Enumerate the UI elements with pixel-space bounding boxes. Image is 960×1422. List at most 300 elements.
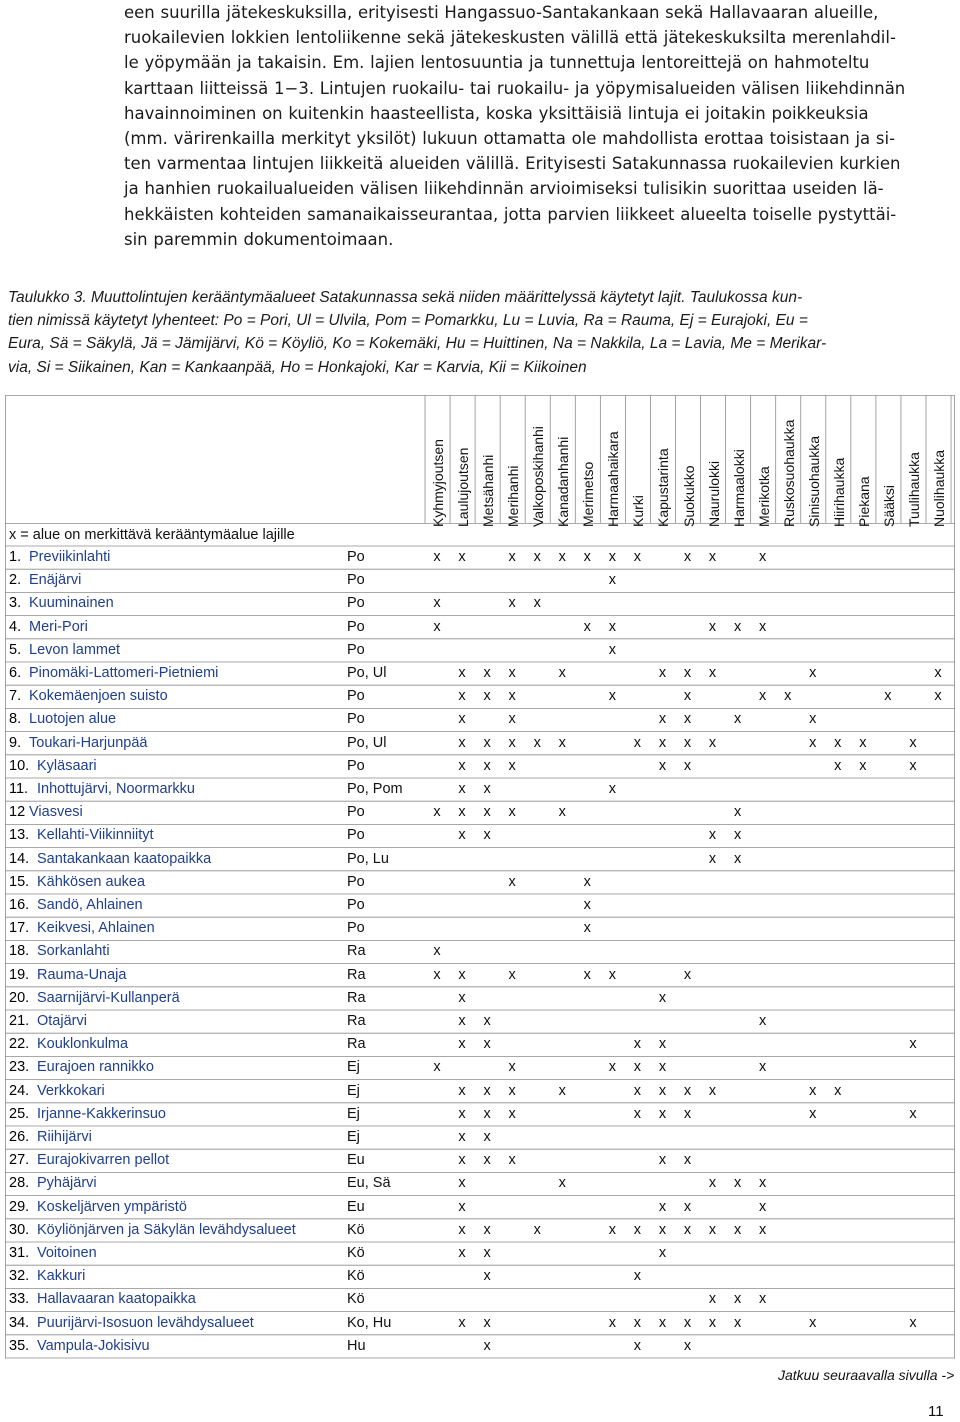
- municipality: Po: [347, 641, 365, 658]
- species-mark: x: [458, 1198, 466, 1215]
- species-header: [879, 409, 903, 527]
- municipality: Po: [347, 804, 365, 821]
- species-mark: x: [683, 549, 692, 565]
- municipality: Kö: [347, 1268, 365, 1285]
- species-mark: x: [483, 665, 491, 681]
- species-mark: x: [458, 1082, 466, 1099]
- body-line: hekkäisten kohteiden samanaikaisseurantaa, jotta parvien liikkeet alueelta toiselle pystyttäi-: [124, 204, 897, 224]
- species-mark: x: [683, 1152, 692, 1169]
- species-mark: x: [458, 711, 466, 728]
- species-header-label: Kanadanhanhi: [555, 436, 572, 527]
- site-name: Kouklonkulma: [37, 1036, 129, 1053]
- species-mark: x: [909, 1036, 917, 1053]
- species-mark: x: [909, 1314, 917, 1331]
- species-mark: x: [759, 1198, 767, 1215]
- body-line: ruokailevien lokkien lentoliikenne sekä jätekeskusten välillä että jätekeskuksilta merenlahdil-: [124, 28, 896, 48]
- site-name: Kokemäenjoen suisto: [29, 688, 168, 705]
- municipality: Ej: [347, 1129, 360, 1145]
- species-mark: x: [683, 1221, 692, 1238]
- species-mark: x: [759, 1059, 767, 1076]
- site-number: 4.: [9, 618, 22, 635]
- species-mark: x: [458, 1105, 466, 1122]
- site-number: 1.: [9, 549, 22, 565]
- site-number: 10.: [9, 757, 30, 774]
- species-mark: x: [759, 1291, 767, 1308]
- body-line: le yöpymään ja takaisin. Em. lajien lentosuuntia ja tunnettuja lentoreittejä on hahmoteltu: [124, 53, 870, 73]
- municipality: Ej: [347, 1105, 360, 1122]
- site-number: 18.: [9, 943, 30, 960]
- species-mark: x: [458, 804, 466, 821]
- species-header: [779, 409, 803, 527]
- species-mark: x: [458, 1221, 466, 1238]
- species-mark: x: [708, 850, 717, 867]
- species-mark: x: [483, 1245, 491, 1261]
- species-mark: x: [458, 734, 466, 751]
- species-mark: x: [458, 665, 466, 681]
- species-mark: x: [458, 1129, 466, 1145]
- species-mark: x: [583, 920, 591, 937]
- species-mark: x: [433, 804, 441, 821]
- species-mark: x: [759, 618, 767, 635]
- species-mark: x: [508, 804, 516, 821]
- species-header: [528, 409, 552, 527]
- body-line: karttaan liitteissä 1−3. Lintujen ruokailu- tai ruokailu- ja yöpymisalueiden välisen liikehdinnän: [124, 78, 906, 98]
- page-number: 11: [928, 1403, 944, 1420]
- species-mark: x: [458, 989, 466, 1006]
- species-mark: x: [909, 734, 917, 751]
- species-header-label: Sinisuohaukka: [805, 435, 822, 527]
- species-mark: x: [608, 688, 616, 705]
- species-mark: x: [683, 1105, 692, 1122]
- species-header-label: Kapustarinta: [655, 448, 672, 527]
- species-header: [804, 409, 828, 527]
- species-mark: x: [934, 688, 942, 705]
- site-number: 8.: [9, 711, 22, 728]
- site-name: Pinomäki-Lattomeri-Pietniemi: [29, 665, 219, 681]
- municipality: Po: [347, 595, 365, 612]
- site-name: Kakkuri: [37, 1268, 86, 1285]
- species-mark: x: [683, 1314, 692, 1331]
- species-mark: x: [683, 1082, 692, 1099]
- municipality: Ra: [347, 966, 366, 983]
- municipality: Ko, Hu: [347, 1314, 392, 1331]
- species-mark: x: [508, 688, 516, 705]
- species-mark: x: [608, 549, 616, 565]
- municipality: Ra: [347, 1036, 366, 1053]
- species-mark: x: [533, 549, 541, 565]
- species-mark: x: [458, 827, 466, 844]
- species-mark: x: [483, 781, 491, 797]
- site-number: 34.: [9, 1314, 30, 1331]
- site-name: Rauma-Unaja: [37, 966, 127, 983]
- municipality: Eu: [347, 1198, 365, 1215]
- species-mark: x: [458, 966, 466, 983]
- species-header: [829, 409, 853, 527]
- species-mark: x: [658, 711, 667, 728]
- species-mark: x: [533, 595, 541, 612]
- species-mark: x: [683, 757, 692, 774]
- municipality: Kö: [347, 1221, 365, 1238]
- species-mark: x: [683, 734, 692, 751]
- site-number: 14.: [9, 850, 30, 867]
- body-line: ten varmentaa lintujen liikkeitä alueiden välillä. Erityisesti Satakunnassa ruokailevien kurkien: [124, 154, 901, 174]
- species-mark: x: [733, 1291, 742, 1308]
- species-mark: x: [683, 665, 692, 681]
- site-number: 21.: [9, 1013, 30, 1029]
- site-name: Kellahti-Viikinniityt: [37, 827, 154, 844]
- species-mark: x: [733, 1175, 742, 1192]
- site-name: Kyläsaari: [37, 757, 97, 774]
- municipality: Eu, Sä: [347, 1175, 391, 1192]
- site-name: Koskeljärven ympäristö: [37, 1198, 187, 1215]
- species-header: [679, 409, 703, 527]
- species-header: [754, 409, 778, 527]
- species-mark: x: [483, 1082, 491, 1099]
- municipality: Po: [347, 897, 365, 913]
- species-mark: x: [458, 549, 466, 565]
- species-mark: x: [483, 1221, 491, 1238]
- species-mark: x: [658, 665, 667, 681]
- caption-line: via, Si = Siikainen, Kan = Kankaanpää, Ho = Honkajoki, Kar = Karvia, Kii = Kiikoinen: [8, 358, 587, 376]
- species-mark: x: [633, 1105, 642, 1122]
- species-mark: x: [834, 734, 842, 751]
- species-mark: x: [633, 549, 642, 565]
- site-name: Levon lammet: [29, 641, 121, 658]
- species-mark: x: [458, 1152, 466, 1169]
- site-name: Sandö, Ahlainen: [37, 897, 143, 913]
- species-header-label: Merikotka: [755, 466, 772, 527]
- species-mark: x: [458, 1314, 466, 1331]
- species-mark: x: [759, 549, 767, 565]
- species-mark: x: [658, 1152, 667, 1169]
- species-mark: x: [859, 734, 867, 751]
- species-mark: x: [834, 1082, 842, 1099]
- body-line: (mm. värirenkailla merkityt yksilöt) lukuun ottamatta ole mahdollista erottaa toisistaan ja si-: [124, 128, 896, 148]
- species-header-label: Kurki: [630, 495, 647, 527]
- species-mark: x: [683, 688, 692, 705]
- species-mark: x: [683, 1198, 692, 1215]
- municipality: Po: [347, 618, 365, 635]
- species-mark: x: [583, 873, 591, 890]
- species-mark: x: [458, 1013, 466, 1029]
- species-mark: x: [658, 1198, 667, 1215]
- species-mark: x: [708, 549, 717, 565]
- species-mark: x: [733, 804, 742, 821]
- species-mark: x: [558, 804, 566, 821]
- site-name: Pyhäjärvi: [37, 1175, 97, 1192]
- site-name: Irjanne-Kakkerinsuo: [37, 1105, 166, 1122]
- site-number: 7.: [9, 688, 22, 705]
- species-mark: x: [633, 1221, 642, 1238]
- site-number: 35.: [9, 1337, 30, 1354]
- species-mark: x: [934, 665, 942, 681]
- species-mark: x: [733, 711, 742, 728]
- species-mark: x: [458, 1036, 466, 1053]
- species-header: [929, 409, 953, 527]
- municipality: Ra: [347, 1013, 366, 1029]
- site-number: 17.: [9, 920, 30, 937]
- species-header: [704, 409, 728, 527]
- municipality: Po: [347, 711, 365, 728]
- municipality: Eu: [347, 1152, 365, 1169]
- species-mark: x: [608, 1059, 616, 1076]
- site-number: 16.: [9, 897, 30, 913]
- site-name: Kuuminainen: [29, 595, 114, 612]
- species-mark: x: [884, 688, 892, 705]
- body-line: ja hanhien ruokailualueiden välisen liikehdinnän arvioimiseksi tulisikin suorittaa useiden lä-: [124, 179, 884, 199]
- species-mark: x: [508, 734, 516, 751]
- species-mark: x: [433, 943, 441, 960]
- species-header: [904, 409, 928, 527]
- continue-note: Jatkuu seuraavalla sivulla ->: [778, 1367, 955, 1383]
- municipality: Ej: [347, 1059, 360, 1076]
- site-name: Voitoinen: [37, 1245, 97, 1261]
- species-header: [553, 409, 577, 527]
- species-mark: x: [458, 1245, 466, 1261]
- species-mark: x: [558, 665, 566, 681]
- species-mark: x: [508, 966, 516, 983]
- site-name: Eurajokivarren pellot: [37, 1152, 170, 1169]
- species-header-label: Harmaahaikara: [605, 431, 622, 527]
- site-name: Verkkokari: [37, 1082, 105, 1099]
- site-number: 19.: [9, 966, 30, 983]
- municipality: Po: [347, 549, 365, 565]
- site-name: Enäjärvi: [29, 572, 82, 589]
- species-mark: x: [809, 1314, 817, 1331]
- species-mark: x: [733, 618, 742, 635]
- species-mark: x: [658, 1059, 667, 1076]
- municipality: Po: [347, 873, 365, 890]
- species-mark: x: [633, 1314, 642, 1331]
- species-mark: x: [909, 1105, 917, 1122]
- species-mark: x: [483, 804, 491, 821]
- species-header-label: Hiirihaukka: [830, 457, 847, 527]
- species-mark: x: [708, 1175, 717, 1192]
- municipality: Po: [347, 827, 365, 844]
- site-name: Santakankaan kaatopaikka: [37, 850, 212, 867]
- species-mark: x: [809, 1105, 817, 1122]
- species-mark: x: [433, 1059, 441, 1076]
- species-mark: x: [483, 827, 491, 844]
- species-mark: x: [809, 734, 817, 751]
- species-mark: x: [658, 1314, 667, 1331]
- site-number: 13.: [9, 827, 30, 844]
- site-number: 24.: [9, 1082, 30, 1099]
- species-header: [729, 409, 753, 527]
- species-header-label: Piekana: [855, 476, 872, 527]
- site-name: Toukari-Harjunpää: [29, 734, 148, 751]
- municipality: Kö: [347, 1291, 365, 1308]
- species-header: [603, 409, 627, 527]
- species-header-label: Metsähanhi: [480, 454, 497, 527]
- species-header: [628, 409, 652, 527]
- species-mark: x: [708, 1314, 717, 1331]
- species-header-label: Merihanhi: [505, 465, 522, 527]
- species-mark: x: [683, 966, 692, 983]
- species-header-label: Ruskosuohaukka: [780, 419, 797, 527]
- species-mark: x: [834, 757, 842, 774]
- species-mark: x: [658, 989, 667, 1006]
- species-mark: x: [433, 595, 441, 612]
- site-number: 12: [9, 804, 26, 821]
- site-number: 27.: [9, 1152, 30, 1169]
- species-header: [478, 409, 502, 527]
- species-mark: x: [733, 827, 742, 844]
- site-number: 25.: [9, 1105, 30, 1122]
- species-header-label: Tuulihaukka: [905, 452, 922, 527]
- site-number: 30.: [9, 1221, 30, 1238]
- municipality: Po: [347, 757, 365, 774]
- site-name: Inhottujärvi, Noormarkku: [37, 781, 195, 797]
- species-mark: x: [733, 1314, 742, 1331]
- species-mark: x: [608, 572, 616, 589]
- species-mark: x: [608, 781, 616, 797]
- species-mark: x: [658, 1082, 667, 1099]
- site-name: Riihijärvi: [37, 1129, 92, 1145]
- species-mark: x: [558, 549, 566, 565]
- site-name: Puurijärvi-Isosuon levähdysalueet: [37, 1314, 254, 1331]
- caption-lead: Taulukossa kun-: [689, 289, 803, 306]
- species-mark: x: [508, 1082, 516, 1099]
- species-mark: x: [708, 1082, 717, 1099]
- species-mark: x: [708, 618, 717, 635]
- species-mark: x: [759, 1175, 767, 1192]
- species-mark: x: [483, 1152, 491, 1169]
- species-mark: x: [483, 1314, 491, 1331]
- species-mark: x: [909, 757, 917, 774]
- site-number: 22.: [9, 1036, 30, 1053]
- site-name: Saarnijärvi-Kullanperä: [37, 989, 180, 1006]
- species-mark: x: [784, 688, 792, 705]
- caption-line: [8, 286, 953, 309]
- site-name: Keikvesi, Ahlainen: [37, 920, 155, 937]
- site-number: 23.: [9, 1059, 30, 1076]
- municipality: Ra: [347, 943, 366, 960]
- species-header-label: Sääksi: [880, 484, 897, 527]
- species-mark: x: [658, 734, 667, 751]
- species-mark: x: [633, 1059, 642, 1076]
- species-gathering-table: [5, 395, 955, 1359]
- site-number: 15.: [9, 873, 30, 890]
- species-mark: x: [458, 781, 466, 797]
- species-mark: x: [633, 734, 642, 751]
- species-mark: x: [583, 897, 591, 913]
- species-mark: x: [809, 1082, 817, 1099]
- species-header: [854, 409, 878, 527]
- site-name: Eurajoen rannikko: [37, 1059, 154, 1076]
- species-mark: x: [759, 1013, 767, 1029]
- species-header-label: Kyhmyjoutsen: [430, 439, 446, 527]
- site-name: Luotojen alue: [29, 711, 117, 728]
- site-number: 26.: [9, 1129, 30, 1145]
- species-mark: x: [708, 665, 717, 681]
- species-header-label: Naurulokki: [705, 460, 722, 527]
- species-mark: x: [483, 1036, 491, 1053]
- site-number: 3.: [9, 595, 22, 612]
- site-number: 2.: [9, 572, 22, 589]
- species-header-label: Merimetso: [580, 461, 597, 527]
- species-header: [503, 409, 527, 527]
- site-name: Meri-Pori: [29, 618, 88, 635]
- species-mark: x: [483, 1268, 491, 1285]
- species-mark: x: [733, 1221, 742, 1238]
- site-name: Previikinlahti: [29, 549, 111, 565]
- municipality: Ra: [347, 989, 366, 1006]
- site-number: 11.: [9, 781, 29, 797]
- species-mark: x: [608, 1221, 616, 1238]
- site-name: Otajärvi: [37, 1013, 87, 1029]
- body-line: een suurilla jätekeskuksilla, erityisesti Hangassuo-Santakankaan sekä Hallavaaran alueille,: [124, 3, 879, 22]
- species-mark: x: [809, 665, 817, 681]
- species-mark: x: [483, 688, 491, 705]
- species-mark: x: [759, 1221, 767, 1238]
- site-number: 31.: [9, 1245, 30, 1261]
- species-mark: x: [683, 711, 692, 728]
- municipality: Po: [347, 572, 365, 589]
- species-mark: x: [558, 1082, 566, 1099]
- species-header: [428, 409, 452, 527]
- species-mark: x: [583, 549, 591, 565]
- species-mark: x: [558, 1175, 566, 1192]
- site-number: 9.: [9, 734, 22, 751]
- species-mark: x: [433, 549, 441, 565]
- species-header: [453, 409, 477, 527]
- species-header: [578, 409, 602, 527]
- species-mark: x: [658, 1221, 667, 1238]
- species-mark: x: [683, 1337, 692, 1354]
- site-name: Vampula-Jokisivu: [37, 1337, 150, 1354]
- species-mark: x: [759, 688, 767, 705]
- caption-line: Eura, Sä = Säkylä, Jä = Jämijärvi, Kö = Köyliö, Ko = Kokemäki, Hu = Huittinen, Na = Nakkila, La = Lavia, Me = Merikar-: [8, 335, 827, 353]
- species-mark: x: [483, 734, 491, 751]
- site-name: Hallavaaran kaatopaikka: [37, 1291, 196, 1308]
- municipality: Kö: [347, 1245, 365, 1261]
- species-mark: x: [658, 1036, 667, 1053]
- species-header-label: Laulujoutsen: [455, 447, 472, 527]
- body-line: havainnoiminen on kuitenkin haasteellista, koska yksittäisiä lintuja ei joitakin poikkeuksia: [124, 103, 869, 123]
- species-mark: x: [508, 873, 516, 890]
- species-mark: x: [433, 966, 441, 983]
- species-mark: x: [483, 1129, 491, 1145]
- species-mark: x: [508, 757, 516, 774]
- site-name: Sorkanlahti: [37, 943, 110, 960]
- species-header: [653, 409, 677, 527]
- species-mark: x: [633, 1268, 642, 1285]
- species-mark: x: [708, 827, 717, 844]
- site-number: 33.: [9, 1291, 30, 1308]
- species-mark: x: [608, 1314, 616, 1331]
- species-mark: x: [708, 734, 717, 751]
- species-mark: x: [658, 757, 667, 774]
- species-mark: x: [508, 665, 516, 681]
- species-mark: x: [508, 1105, 516, 1122]
- species-header-label: Suokukko: [680, 465, 697, 527]
- municipality: Po: [347, 920, 365, 937]
- species-mark: x: [583, 966, 591, 983]
- species-mark: x: [658, 1105, 667, 1122]
- site-number: 28.: [9, 1175, 30, 1192]
- species-mark: x: [483, 1105, 491, 1122]
- caption-line: tien nimissä käytetyt lyhenteet: Po = Pori, Ul = Ulvila, Pom = Pomarkku, Lu = Luvia, Ra = Rauma, Ej = Eurajoki, Eu =: [8, 312, 808, 330]
- species-mark: x: [433, 618, 441, 635]
- caption-title: Taulukko 3. Muuttolintujen kerääntymäalueet Satakunnassa sekä niiden määrittelyssä käytetyt lajit.: [8, 289, 690, 306]
- municipality: Po, Ul: [347, 665, 387, 681]
- species-mark: x: [608, 618, 616, 635]
- species-mark: x: [533, 734, 541, 751]
- municipality: Hu: [347, 1337, 366, 1354]
- municipality: Po, Pom: [347, 781, 403, 797]
- species-mark: x: [533, 1221, 541, 1238]
